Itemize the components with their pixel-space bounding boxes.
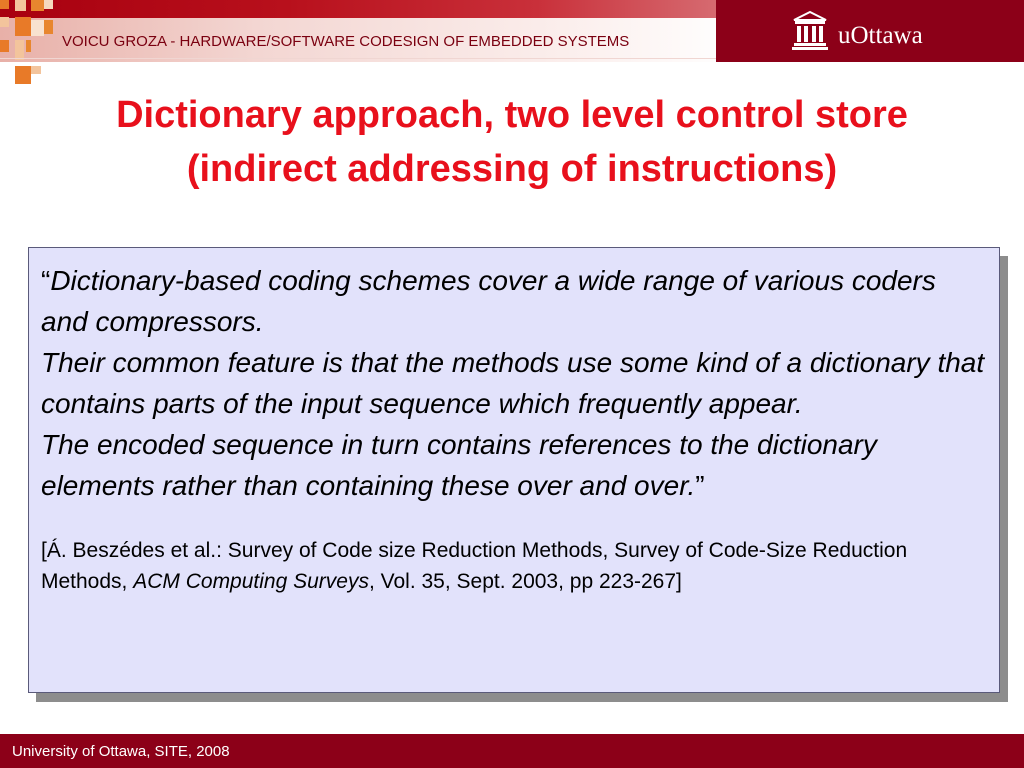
citation-prefix: [Á. Beszédes et al.: Survey of Code size Reduction Methods, Survey of Code-Size Reduction Methods, <box>41 539 908 593</box>
decorative-square <box>15 40 24 60</box>
brand-name: uOttawa <box>838 22 923 49</box>
university-building-icon <box>792 10 828 52</box>
quote-paragraph-text: Dictionary-based coding schemes cover a wide range of various coders and compressors. <box>41 265 936 337</box>
slide-title <box>30 88 994 196</box>
decorative-square <box>15 0 26 11</box>
decorative-square <box>31 0 44 11</box>
decorative-square <box>26 40 31 52</box>
header-accent-strip <box>0 0 716 18</box>
decorative-square <box>15 66 31 84</box>
decorative-square <box>44 20 53 34</box>
close-quote-mark: ” <box>695 470 705 501</box>
quote-paragraph <box>41 260 987 342</box>
quote-paragraph: Their common feature is that the methods use some kind of a dictionary that contains parts of the input sequence which frequently appear. <box>41 347 985 419</box>
decorative-square <box>44 0 53 9</box>
decorative-square <box>15 17 31 36</box>
decorative-square <box>31 20 44 36</box>
course-title: VOICU GROZA - HARDWARE/SOFTWARE CODESIGN OF EMBEDDED SYSTEMS <box>62 33 630 50</box>
citation-suffix: , Vol. 35, Sept. 2003, pp 223-267] <box>368 570 682 593</box>
slide-title-line1: Dictionary approach, two level control store <box>116 94 908 136</box>
citation <box>41 535 987 597</box>
slide-title-line2: (indirect addressing of instructions) <box>186 148 838 190</box>
quote-paragraph-text: The encoded sequence in turn contains references to the dictionary elements rather than containing these over and over. <box>41 429 877 501</box>
decorative-square <box>0 17 9 27</box>
decorative-square <box>31 66 41 74</box>
open-quote-mark: “ <box>41 265 51 296</box>
citation-journal: ACM Computing Surveys <box>133 570 369 593</box>
quote-box <box>28 247 1000 693</box>
decorative-square <box>0 0 9 9</box>
footer-bar <box>0 734 1024 768</box>
decorative-square <box>0 40 9 52</box>
quote-paragraph <box>41 424 987 506</box>
quote-text <box>41 260 987 506</box>
footer-text: University of Ottawa, SITE, 2008 <box>12 743 230 760</box>
